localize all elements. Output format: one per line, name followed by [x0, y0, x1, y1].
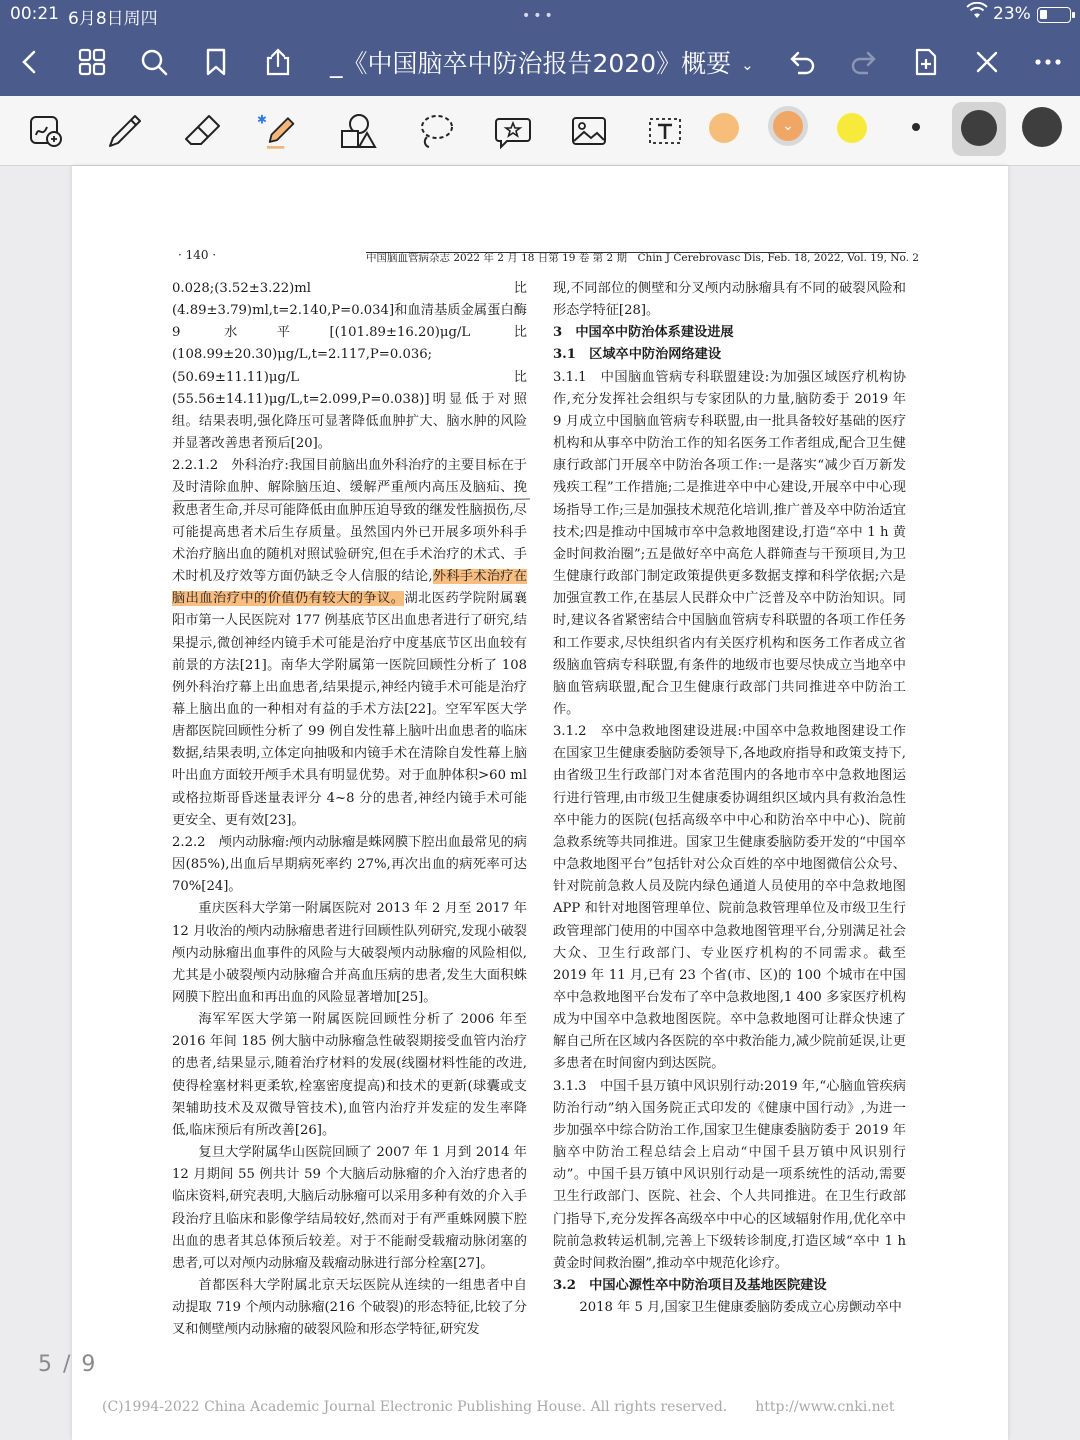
chevron-left-icon: [15, 47, 45, 77]
search-button[interactable]: [132, 40, 176, 84]
paragraph: 2.2.2 颅内动脉瘤:颅内动脉瘤是蛛网膜下腔出血最常见的病因(85%),出血后早期病死率约 27%,再次出血的病死率可达 70%[24]。: [172, 834, 527, 895]
add-page-icon: [911, 47, 941, 77]
page-number: · 140 ·: [178, 248, 217, 262]
undo-icon: [787, 47, 817, 77]
lasso-tool[interactable]: [410, 106, 460, 156]
add-page-button[interactable]: [904, 40, 948, 84]
share-icon: [263, 47, 293, 77]
paragraph: 重庆医科大学第一附属医院对 2013 年 2 月至 2017 年 12 月收治的颅内动脉瘤患者进行回顾性队列研究,发现小破裂颅内动脉瘤出血事件的风险与大破裂颅内动脉瘤的风险相似,尤其是小破裂颅内动脉瘤合并高血压病的患者,发生大面积蛛网膜下腔出血和再出血的风险显著增加[25]。: [172, 901, 527, 1005]
color-swatch-yellow[interactable]: [837, 113, 867, 143]
pen-annotation-underline[interactable]: [172, 495, 532, 505]
eraser-tool[interactable]: [178, 106, 228, 156]
more-button[interactable]: [1026, 40, 1070, 84]
highlighter-icon: [257, 111, 297, 151]
journal-header: 中国脑血管病杂志 2022 年 2 月 18 日第 19 卷 第 2 期 Chin J Cerebrovasc Dis, Feb. 18, 2022, Vol. 19, No. 2: [366, 252, 919, 264]
sticker-tool[interactable]: [488, 106, 538, 156]
paragraph: 海军军医大学第一附属医院回顾性分析了 2006 年至 2016 年间 185 例大脑中动脉瘤急性破裂期接受血管内治疗的患者,结果显示,随着治疗材料的发展(线圈材料性能的改进,使得栓塞材料更柔软,栓塞密度提高)和技术的更新(球囊或支架辅助技术及双微导管技术),血管内治疗并发症的发生率降低,临床预后有所改善[26]。: [172, 1012, 527, 1138]
annotation-toolbar: [0, 96, 1080, 166]
section-heading: 3.1 区域卒中防治网络建设: [553, 347, 722, 363]
paragraph: 3.1.1 中国脑血管病专科联盟建设:为加强区域医疗机构协作,充分发挥社会组织与专家团队的力量,脑防委于 2019 年 9 月成立中国脑血管病专科联盟,由一批具备较好基础的医疗机构和从事卒中防治工作的知名医务工作者组成,配合卫生健康行政部门开展卒中防治各项工作:一是落实“减少百万新发残疾工程”工作措施;二是推进卒中中心建设,开展卒中中心现场指导工作;三是加强技术规范化培训,推广普及卒中防治适宜技术;四是推动中国城市卒中急救地图建设,打造“卒中 1 h 黄金时间救治圈”;五是做好卒中高危人群筛查与干预项目,为卫生健康行政部门制定政策提供更多数据支撑和科学依据;六是加强宣教工作,在基层人民群众中广泛普及卒中防治知识。同时,建议各省紧密结合中国脑血管病专科联盟的各项工作任务和工作要求,尽快组织省内有关医疗机构和医务工作者成立省级脑血管病专科联盟,有条件的地级市也要尽快成立当地卒中脑血管病联盟,配合卫生健康行政部门共同推进卒中防治工作。: [553, 369, 906, 717]
header-rule: [366, 252, 906, 253]
image-tool[interactable]: [564, 106, 614, 156]
paragraph: 0.028;(3.52±3.22)ml 比(4.89±3.79)ml,t=2.140,P=0.034]和血清基质金属蛋白酶 9 水平[(101.89±16.20)μg/L 比(108.99±20.30)μg/L,t=2.117,P=0.036;(50.69±11.11)μg/L 比(55.56±14.11)μg/L,t=2.099,P=0.038)]明显低于对照组。结果表明,强化降压可显著降低血肿扩大、脑水肿的风险并显著改善患者预后[20]。: [172, 281, 527, 452]
left-column: [172, 278, 527, 1342]
color-swatch-orange[interactable]: [773, 111, 803, 141]
multitask-dots-icon[interactable]: •••: [522, 8, 556, 24]
paragraph: [172, 455, 527, 832]
copyright-footer: (C)1994-2022 China Academic Journal Electronic Publishing House. All rights reserved. http://www.cnki.net: [102, 1399, 895, 1415]
status-date: 6月8日周四: [68, 9, 158, 29]
text-tool[interactable]: [640, 106, 690, 156]
top-bar: [0, 0, 1080, 96]
pen-off-icon: [972, 47, 1002, 77]
document-title: _《中国脑卒中防治报告2020》概要: [330, 49, 732, 78]
bookmark-button[interactable]: [194, 40, 238, 84]
document-page[interactable]: [72, 166, 1008, 1440]
paragraph-text: 2.2.1.2 外科治疗:我国目前脑出血外科治疗的主要目标在于及时清除血肿、解除脑压迫、缓解严重颅内高压及脑疝、挽救患者生命,并尽可能降低由血肿压迫导致的继发性脑损伤,尽可能提高患者术后生存质量。虽然国内外已开展多项外科手术治疗脑出血的随机对照试验研究,但在手术治疗的术式、手术时机及疗效等方面仍缺乏令人信服的结论,: [172, 458, 527, 585]
right-column: [553, 278, 906, 1319]
status-bar: [0, 0, 1080, 30]
redo-button[interactable]: [842, 40, 886, 84]
page-indicator: 5 / 9: [38, 1352, 98, 1377]
document-title-dropdown[interactable]: [330, 44, 754, 80]
search-icon: [139, 47, 169, 77]
shapes-icon: [337, 111, 377, 151]
bookmark-icon: [201, 47, 231, 77]
paragraph: 2018 年 5 月,国家卫生健康委脑防委成立心房颤动卒中: [579, 1300, 902, 1316]
paragraph: 3.1.2 卒中急救地图建设进展:中国卒中急救地图建设工作在国家卫生健康委脑防委领导下,各地政府指导和政策支持下,由省级卫生行政部门对本省范围内的各地市卒中急救地图运行进行管理,由市级卫生健康委协调组织区域内具有救治急性卒中能力的医院(包括高级卒中中心和防治卒中中心)、院前急救系统等共同推进。国家卫生健康委脑防委开发的“中国卒中急救地图平台”包括针对公众百姓的卒中地图微信公众号、针对院前急救人员及院内绿色通道人员使用的卒中急救地图 APP 和针对地图管理单位、院前急救管理单位及市级卫生行政管理部门使用的中国卒中急救地图管理平台,分别满足社会大众、卫生行政部门、专业医疗机构的不同需求。截至 2019 年 11 月,已有 23 个省(市、区)的 100 个城市在中国卒中急救地图平台发布了卒中急救地图,1 400 多家医疗机构成为中国卒中急救地图医院。卒中急救地图可让群众快速了解自己所在区域内各医院的卒中救治能力,减少院前延误,让更多患者在时间窗内到达医院。: [553, 724, 906, 1072]
pen-tool[interactable]: [100, 106, 150, 156]
thumbnails-button[interactable]: [70, 40, 114, 84]
shape-tool[interactable]: [332, 106, 382, 156]
undo-button[interactable]: [780, 40, 824, 84]
battery-percent: 23%: [993, 4, 1031, 24]
status-time: 00:21: [10, 4, 59, 24]
grid-icon: [77, 47, 107, 77]
svg-text:✱: ✱: [257, 112, 267, 127]
eraser-icon: [183, 111, 223, 151]
lasso-icon: [415, 111, 455, 151]
zoom-pen-icon: [27, 111, 67, 151]
pen-icon: [105, 111, 145, 151]
stroke-size-large[interactable]: [1022, 107, 1062, 147]
highlighter-tool[interactable]: [252, 106, 302, 156]
chevron-down-icon: ⌄: [782, 118, 794, 134]
section-heading: 3 中国卒中防治体系建设进展: [553, 325, 734, 341]
back-button[interactable]: [8, 40, 52, 84]
paragraph-text: 湖北医药学院附属襄阳市第一人民医院对 177 例基底节区出血患者进行了研究,结果提示,微创神经内镜手术可能是治疗中度基底节区出血较有前景的方法[21]。南华大学附属第一医院回顾性分析了 108 例外科治疗幕上出血患者,结果提示,神经内镜手术可能是治疗幕上脑出血的一种相对有益的手术方法[22]。空军军医大学唐都医院回顾性分析了 99 例自发性幕上脑叶出血患者的临床数据,结果表明,立体定向抽吸和内镜手术在清除自发性幕上脑叶出血方面较开颅手术具有明显优势。对于血肿体积>60 ml 或格拉斯哥昏迷量表评分 4~8 分的患者,神经内镜手术可能更安全、更有效[23]。: [172, 591, 528, 828]
paragraph: 3.1.3 中国千县万镇中风识别行动:2019 年,“心脑血管疾病防治行动”纳入国务院正式印发的《健康中国行动》,为进一步加强卒中综合防治工作,国家卫生健康委脑防委于 2019 年脑卒中防治工程总结会上启动“中国千县万镇中风识别行动”。中国千县万镇中风识别行动是一项系统性的活动,需要卫生行政部门、医院、社会、个人共同推进。在卫生行政部门指导下,充分发挥各高级卒中中心的区域辐射作用,优化卒中院前急救转运机制,完善上下级转诊制度,打造区域“卒中 1 h 黄金时间救治圈”,推动卒中规范化诊疗。: [553, 1078, 906, 1271]
zoom-tool[interactable]: [22, 106, 72, 156]
share-button[interactable]: [256, 40, 300, 84]
image-icon: [569, 111, 609, 151]
redo-icon: [849, 47, 879, 77]
paragraph: 现,不同部位的侧壁和分叉颅内动脉瘤具有不同的破裂风险和形态学特征[28]。: [553, 281, 906, 319]
text-box-icon: [645, 111, 685, 151]
wifi-icon: [966, 2, 988, 25]
more-icon: [1033, 47, 1063, 77]
stroke-size-medium[interactable]: [961, 110, 997, 146]
section-heading: 3.2 中国心源性卒中防治项目及基地医院建设: [553, 1278, 827, 1294]
highlight-annotation[interactable]: 外科手术治疗在脑出血治疗中的价值仍有较大的争议。: [172, 569, 527, 607]
stroke-size-small[interactable]: [912, 123, 920, 131]
color-swatch-orange-light[interactable]: [709, 113, 739, 143]
close-tools-button[interactable]: [965, 40, 1009, 84]
sticker-icon: [493, 111, 533, 151]
paragraph: 首都医科大学附属北京天坛医院从连续的一组患者中自动提取 719 个颅内动脉瘤(216 个破裂)的形态特征,比较了分叉和侧壁颅内动脉瘤的破裂风险和形态学特征,研究发: [172, 1278, 527, 1338]
battery-icon: [1037, 7, 1071, 23]
chevron-down-icon: ⌄: [741, 56, 754, 74]
paragraph: 复旦大学附属华山医院回顾了 2007 年 1 月到 2014 年 12 月期间 55 例共计 59 个大脑后动脉瘤的介入治疗患者的临床资料,研究表明,大脑后动脉瘤可以采用多种有效的介入手段治疗且临床和影像学结局较好,然而对于有严重蛛网膜下腔出血的患者其总体预后较差。对于不能耐受载瘤动脉闭塞的患者,可以对颅内动脉瘤及载瘤动脉进行部分栓塞[27]。: [172, 1145, 527, 1271]
